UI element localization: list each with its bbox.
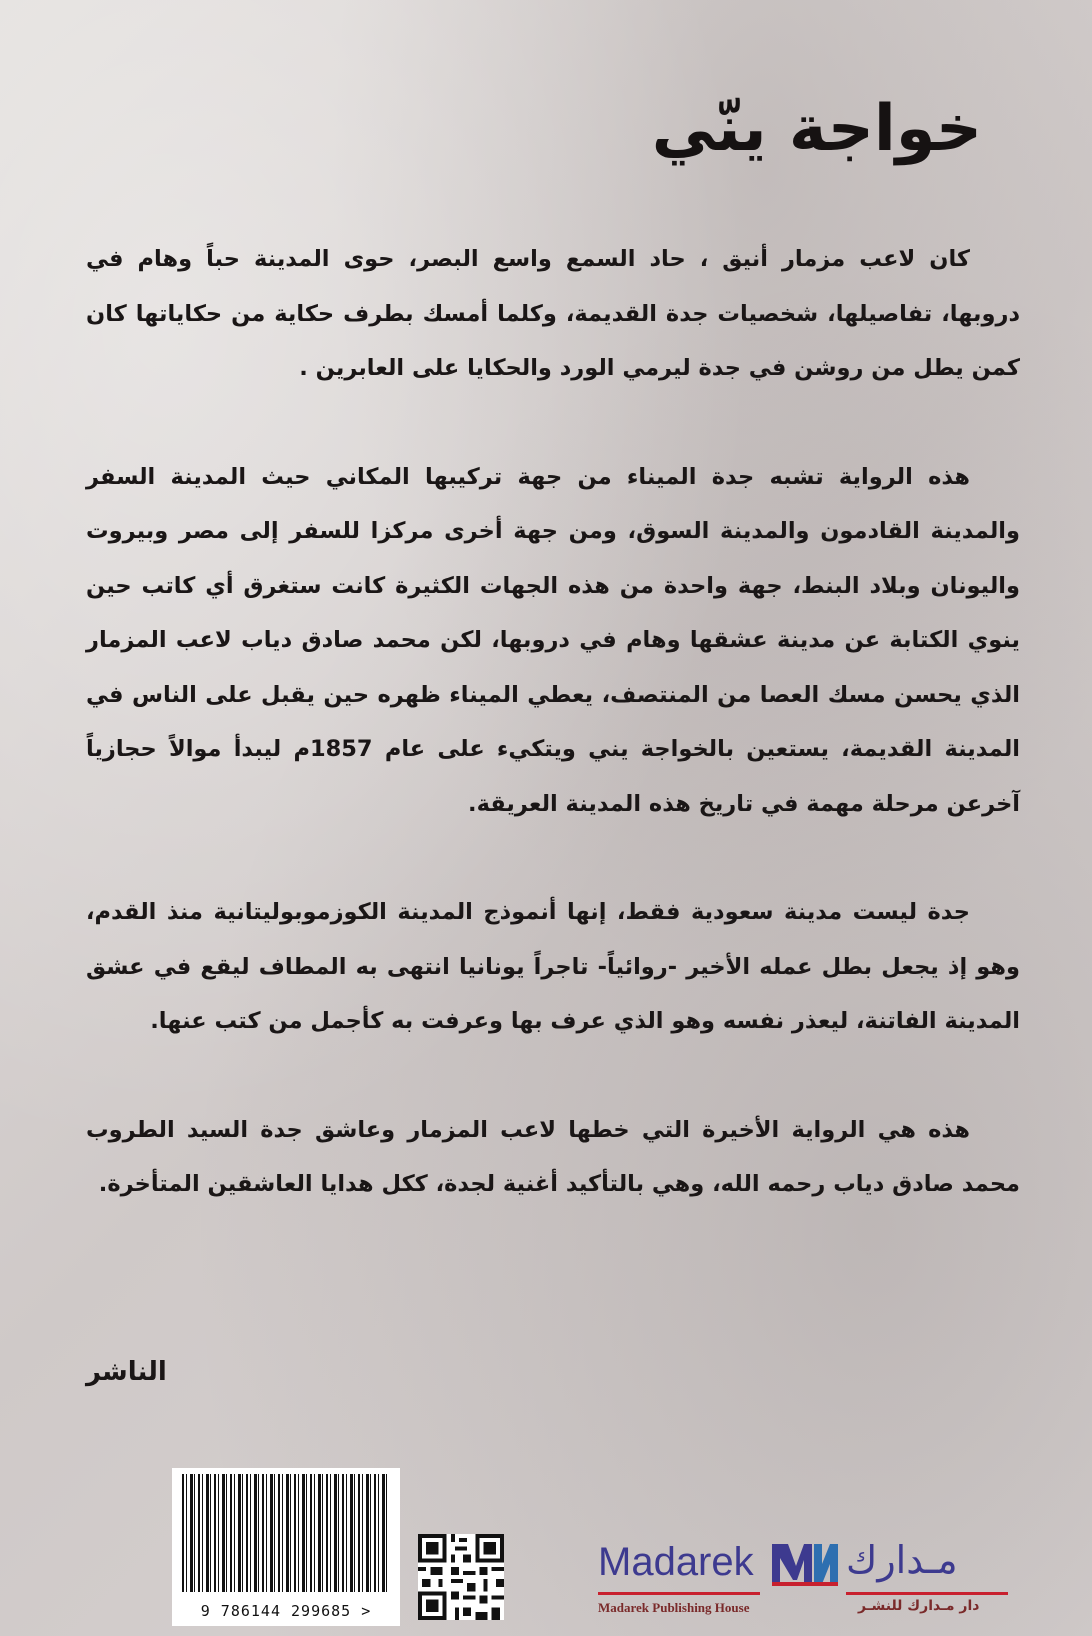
blurb-text (86, 232, 1020, 1266)
logo-rule-right (846, 1592, 1008, 1595)
blurb-paragraph-2: هذه الرواية تشبه جدة الميناء من جهة تركيبها المكاني حيث المدينة السفر والمدينة القادمون والمدينة السوق، ومن جهة أخرى مركزا للسفر إلى مصر وبيروت واليونان وبلاد البنط، جهة واحدة من هذه الجهات الكثيرة كانت ستغرق أي كاتب حين ينوي الكتابة عن مدينة عشقها وهام في دروبها، لكن محمد صادق دياب لاعب المزمار الذي يحسن مسك العصا من المنتصف، يعطي الميناء ظهره حين يقبل على الناس في المدينة القديمة، يستعين بالخواجة يني ويتكيء على عام 1857م ليبدأ موالاً حجازياً آخرعن مرحلة مهمة في تاريخ هذه المدينة العريقة. (86, 463, 1020, 817)
logo-rule-left (598, 1592, 760, 1595)
publisher-house-english: Madarek Publishing House (598, 1600, 750, 1615)
isbn-number: 9 786144 299685 > (200, 1602, 372, 1620)
publisher-name-arabic: مـدارك (846, 1538, 958, 1582)
isbn-barcode (172, 1468, 400, 1626)
publisher-logo (598, 1540, 1018, 1620)
book-title: خواجة ينّي (651, 92, 982, 166)
publisher-signature: الناشر (86, 1357, 167, 1387)
publisher-name-latin: Madarek (598, 1540, 754, 1584)
blurb-paragraph-1: كان لاعب مزمار أنيق ، حاد السمع واسع البصر، حوى المدينة حباً وهام في دروبها، تفاصيلها، شخصيات جدة القديمة، وكلما أمسك بطرف حكاية من حكاياتها كان كمن يطل من روشن في جدة ليرمي الورد والحكايا على العابرين . (86, 246, 1020, 381)
blurb-paragraph-4: هذه هي الرواية الأخيرة التي خطها لاعب المزمار وعاشق جدة السيد الطروب محمد صادق دياب رحمه الله، وهي بالتأكيد أغنية لجدة، ككل هدايا العاشقين المتأخرة. (86, 1116, 1020, 1197)
publisher-mark-icon (770, 1540, 840, 1586)
qr-code-icon (418, 1534, 504, 1620)
blurb-paragraph-3: جدة ليست مدينة سعودية فقط، إنها أنموذج المدينة الكوزموبوليتانية منذ القدم، وهو إذ يجعل بطل عمله الأخير -روائياً- تاجراً يونانيا انتهى به المطاف ليقع في عشق المدينة الفاتنة، ليعذر نفسه وهو الذي عرف بها وعرفت به كأجمل من كتب عنها. (86, 899, 1020, 1034)
publisher-house-arabic: دار مـدارك للنشـر (858, 1598, 980, 1614)
barcode-icon (182, 1474, 390, 1592)
